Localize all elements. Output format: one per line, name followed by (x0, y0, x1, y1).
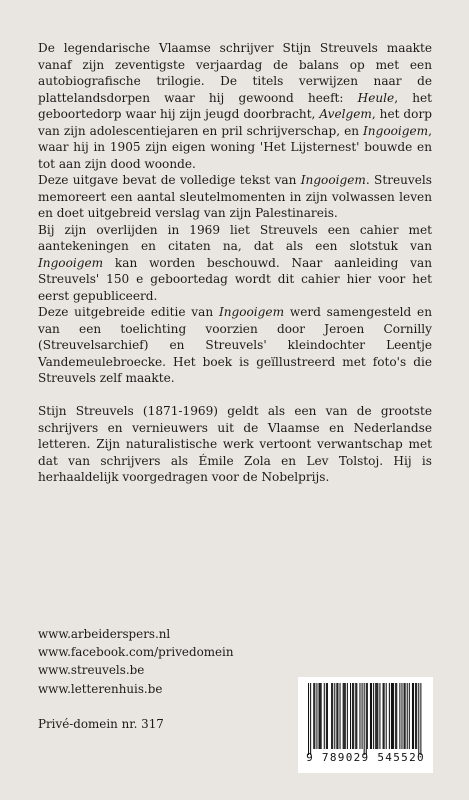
barcode-bar (337, 683, 338, 749)
barcode-bar (313, 683, 314, 749)
barcode-bar (362, 683, 363, 749)
barcode-bar (327, 683, 328, 749)
barcode-bar (345, 683, 346, 749)
barcode-bar (331, 683, 332, 749)
text-run: , waar hij in 1905 zijn eigen woning 'Het Lijsternest' bouwde en tot aan zijn dood woonde. (38, 123, 432, 171)
isbn-barcode (298, 677, 433, 773)
barcode-bar (416, 683, 417, 749)
barcode-bar (415, 683, 416, 749)
barcode-bar (399, 683, 400, 749)
barcode-bar (370, 683, 371, 749)
barcode-bar (364, 683, 365, 755)
barcode-bar (324, 683, 325, 749)
barcode-bar (396, 683, 397, 749)
paragraph-compiled (38, 304, 432, 387)
barcode-bar (359, 683, 360, 749)
title-avelgem: Avelgem (319, 107, 372, 121)
barcode-bar (340, 683, 341, 749)
paragraph-author-bio: Stijn Streuvels (1871-1969) geldt als een van de grootste schrijvers en vernieuwers uit de Vlaamse en Nederlandse letteren. Zijn naturalistische werk vertoont verwantschap met dat van schrijvers als Émile Zola en Lev Tolstoj. Hij is herhaaldelijk voorgedragen voor de Nobelprijs. (38, 404, 432, 484)
title-ingooigem: Ingooigem (300, 173, 366, 187)
text-run: Bij zijn overlijden in 1969 liet Streuvels een cahier met aantekeningen en citaten na, dat als een slotstuk van (38, 222, 432, 253)
barcode-bar (379, 683, 380, 749)
link-arbeiderspers[interactable]: www.arbeiderspers.nl (38, 627, 171, 641)
text-run: , het geboortedorp waar hij zijn jeugd doorbracht, (38, 90, 433, 121)
title-ingooigem: Ingooigem (218, 305, 285, 319)
text-run: werd samengesteld en van een toelichting voorzien door Jeroen Cornilly (Streuvelsarchief) en Streuvels' kleindochter Leentje Vandemeulebroecke. Het boek is geïllustreerd met foto's die Streuvels zelf maakte. (38, 305, 432, 385)
barcode-bar (377, 683, 378, 749)
text-run: Deze uitgebreide editie van (38, 305, 219, 319)
link-letterenhuis[interactable]: www.letterenhuis.be (38, 681, 163, 696)
barcode-bar (308, 683, 309, 755)
barcode-bar (376, 683, 377, 749)
barcode-bar (383, 683, 384, 749)
barcode-bar (420, 683, 421, 755)
barcode-bar (314, 683, 315, 749)
link-facebook[interactable]: www.facebook.com/privedomein (38, 645, 234, 660)
text-run: . Streuvels memoreert een aantal sleutelmomenten in zijn volwassen leven en doet uitgebreid verslag van zijn Palestinareis. (38, 173, 432, 220)
barcode-bar (353, 683, 354, 749)
barcode-bar (343, 683, 344, 749)
link-streuvels[interactable]: www.streuvels.be (38, 663, 145, 678)
barcode-bar (356, 683, 357, 749)
barcode-bar (366, 683, 367, 755)
barcode-bar (326, 683, 327, 749)
barcode-bar (375, 683, 376, 749)
title-ingooigem: Ingooigem (38, 255, 104, 270)
barcode-bar (310, 683, 311, 755)
barcode-bar (418, 683, 419, 755)
text-run: De legendarische Vlaamse schrijver Stijn Streuvels maakte vanaf zijn zeventigste verjaardag de balans op met een autobiografische trilogie. De titels verwijzen naar de plattelandsdorpen waar hij gewoond heeft: (38, 41, 432, 105)
barcode-bar (391, 683, 392, 749)
barcode-bar (401, 683, 402, 749)
barcode-bar (321, 683, 322, 749)
paragraph-intro (38, 40, 432, 172)
barcode-bar (373, 683, 374, 749)
text-run: , het dorp van zijn adolescentiejaren en pril schrijverschap, en (38, 107, 432, 138)
barcode-bar (407, 683, 408, 749)
paragraph-cahier (38, 222, 432, 305)
barcode-bar (352, 683, 353, 749)
barcode-bar (392, 683, 393, 749)
barcode-bar (386, 683, 387, 749)
barcode-digits: 9 789029 545520 (306, 751, 425, 764)
barcode-bar (367, 683, 368, 749)
barcode-bar (409, 683, 410, 749)
barcode-bar (355, 683, 356, 749)
title-heule: Heule (357, 90, 395, 105)
barcode-bar (344, 683, 345, 749)
barcode-bar (347, 683, 348, 749)
barcode-bar (334, 683, 335, 749)
barcode-bar (405, 683, 406, 749)
barcode-bar (336, 683, 337, 749)
back-cover-text (38, 40, 432, 486)
links-block (38, 625, 248, 733)
text-run: kan worden beschouwd. Naar aanleiding van Streuvels' 150 e geboortedag wordt dit cahier hier voor het eerst gepubliceerd. (38, 255, 432, 303)
title-ingooigem: Ingooigem (363, 123, 429, 138)
barcode-bar (395, 683, 396, 749)
text-run: Deze uitgave bevat de volledige tekst van (38, 173, 301, 187)
paragraph-edition (38, 172, 432, 222)
series-number: Privé-domein nr. 317 (38, 716, 164, 731)
barcode-bar (404, 683, 405, 749)
barcode-bar (319, 683, 320, 749)
barcode-bar (412, 683, 413, 749)
barcode-bar (316, 683, 317, 749)
barcode-bar (371, 683, 372, 749)
barcode-bar (413, 683, 414, 749)
barcode-bar (320, 683, 321, 749)
barcode-bar (384, 683, 385, 749)
barcode-bar (350, 683, 351, 749)
barcode-bar (393, 683, 394, 749)
barcode-bar (389, 683, 390, 749)
barcode-bar (332, 683, 333, 749)
